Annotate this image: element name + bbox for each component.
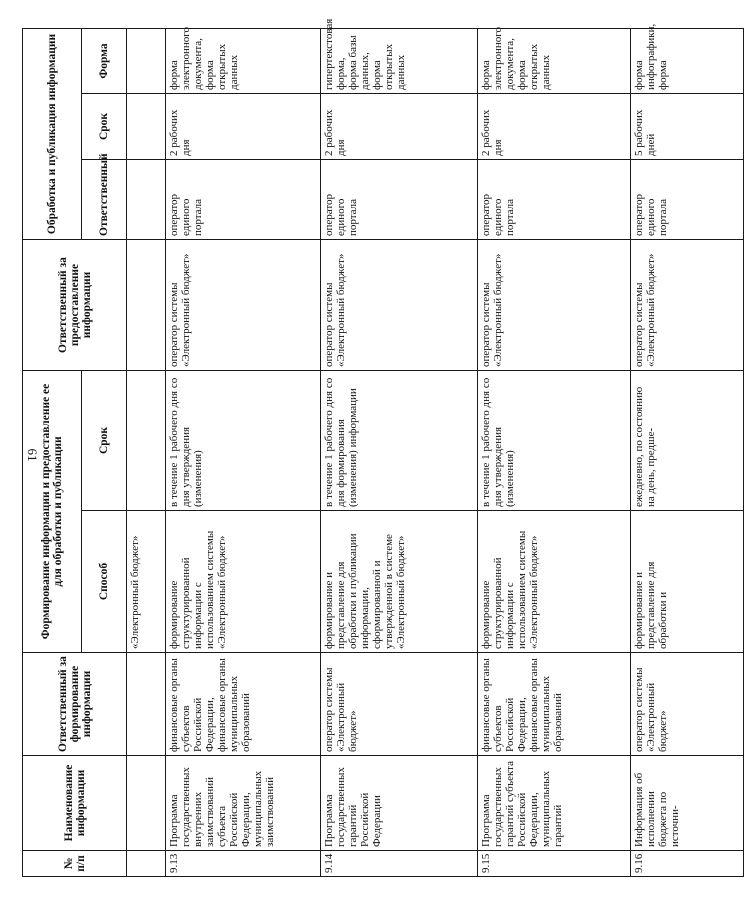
rotated-table-wrapper [22,18,712,877]
table-cell [127,94,166,160]
row-form: форма электронного документа, форма открытых данных [478,28,631,93]
row-form: форма инфографики, форма [631,28,744,93]
row-responsible-forming: оператор системы «Электронный бюджет» [321,653,478,756]
row-method: формирование и представление для обработки и публикации информации, сформированной и утвержденной в системе «Электронный бюджет» [321,511,478,653]
row-responsible-forming: финансовые органы субъектов Российской Федерации, финансовые органы муниципальных образований [478,653,631,756]
row-method: формирование и представление для обработки и [631,511,744,653]
row-responsible: оператор единого портала [166,160,321,240]
row-num: 9.16 [631,851,744,877]
header-responsible-provision: Ответственный за предоставление информации [23,240,127,371]
row-name: Информация об исполнении бюджета по источни- [631,756,744,851]
row-responsible-provision: оператор системы «Электронный бюджет» [321,240,478,371]
header-method: Способ [82,511,127,653]
row-term2: 2 рабочих дня [321,94,478,160]
header-responsible: Ответственный [82,160,127,240]
header-form: Форма [82,28,127,93]
table-cell [127,240,166,371]
table-row [321,28,478,876]
table-cell [127,160,166,240]
header-responsible-forming: Ответственный за формирование информации [23,653,127,756]
header-num: № п/п [23,851,127,877]
row-name: Программа государственных гарантий субъекта Российской Федерации, муниципальных гарантий [478,756,631,851]
row-responsible: оператор единого портала [321,160,478,240]
table-row [166,28,321,876]
table-row [478,28,631,876]
row-num: 9.14 [321,851,478,877]
row-num: 9.15 [478,851,631,877]
continuation-method: «Электронный бюджет» [127,511,166,653]
row-responsible-forming: оператор системы «Электронный бюджет» [631,653,744,756]
table-cell [127,28,166,93]
row-responsible-forming: финансовые органы субъектов Российской Федерации, финансовые органы муниципальных образований [166,653,321,756]
header-forming-group: Формирование информации и предоставление ее для обработки и публикации [23,371,82,653]
header-term2: Срок [82,94,127,160]
row-responsible: оператор единого портала [631,160,744,240]
table-cell [127,756,166,851]
row-responsible-provision: оператор системы «Электронный бюджет» [478,240,631,371]
row-name: Программа государственных внутренних заимствований субъекта Российской Федерации, муниципальных заимствований [166,756,321,851]
row-form: гипертекстовая форма, форма базы данных, форма открытых данных [321,28,478,93]
row-responsible-provision: оператор системы «Электронный бюджет» [631,240,744,371]
continuation-row [127,28,166,876]
header-name: Наименование информации [23,756,127,851]
row-method: формирование структурированной информации с использованием системы «Электронный бюджет» [478,511,631,653]
row-term: в течение 1 рабочего дня со дня утверждения (изменения) [166,371,321,511]
row-term: ежедневно, по состоянию на день, предше- [631,371,744,511]
row-name: Программа государственных гарантий Российской Федерации [321,756,478,851]
table-row [631,28,744,876]
table-cell [127,653,166,756]
row-term: в течение 1 рабочего дня со дня утверждения (изменения) [478,371,631,511]
page-number: 61 [25,448,40,462]
information-table [22,18,744,877]
row-num: 9.13 [166,851,321,877]
header-processing-group: Обработка и публикация информации [23,28,82,239]
row-form: форма электронного документа, форма открытых данных [166,28,321,93]
header-row-1 [23,28,82,876]
row-method: формирование структурированной информации с использованием системы «Электронный бюджет» [166,511,321,653]
row-term2: 2 рабочих дня [166,94,321,160]
table-cell [127,851,166,877]
row-term2: 5 рабочих дней [631,94,744,160]
row-term2: 2 рабочих дня [478,94,631,160]
row-responsible: оператор единого портала [478,160,631,240]
row-responsible-provision: оператор системы «Электронный бюджет» [166,240,321,371]
table-cell [127,371,166,511]
header-term: Срок [82,371,127,511]
row-term: в течение 1 рабочего дня со дня формирования (изменения) информации [321,371,478,511]
